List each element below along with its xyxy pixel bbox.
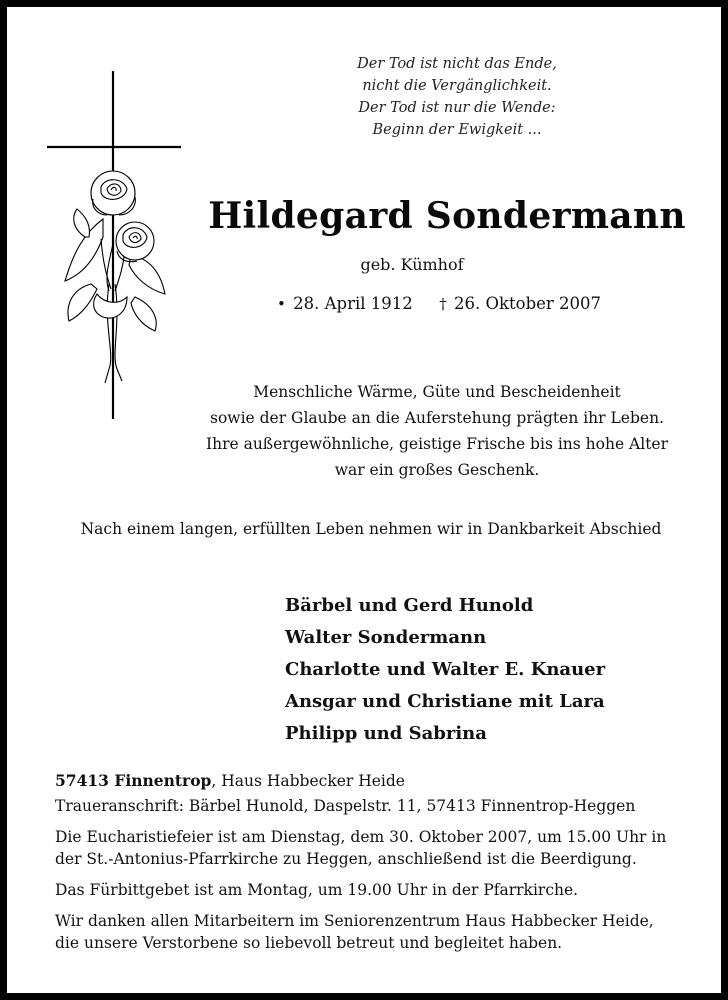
thanks-line: die unsere Verstorbene so liebevoll betreut und begleitet haben. [55, 934, 563, 952]
prayer-line: Das Fürbittgebet ist am Montag, um 19.00 Uhr in der Pfarrkirche. [55, 881, 579, 899]
poem-line: nicht die Vergänglichkeit. [362, 78, 552, 94]
cross-with-roses-icon [43, 69, 193, 429]
info-section [55, 770, 705, 954]
town: 57413 Finnentrop [55, 771, 212, 790]
place: , Haus Habbecker Heide [211, 772, 405, 790]
birth-name: geb. Kümhof [360, 255, 464, 274]
poem-line: Der Tod ist nur die Wende: [358, 100, 556, 116]
life-dates [277, 294, 637, 313]
death-date: 26. Oktober 2007 [454, 294, 602, 313]
tribute-line: war ein großes Geschenk. [334, 461, 540, 479]
mourner-entry: Ansgar und Christiane mit Lara [285, 691, 605, 712]
mass-line: der St.-Antonius-Pfarrkirche zu Heggen, anschließend ist die Beerdigung. [55, 850, 637, 868]
mourning-address: Traueranschrift: Bärbel Hunold, Daspelstr. 11, 57413 Finnentrop-Heggen [55, 797, 636, 815]
mourners-list [285, 590, 705, 750]
thanks-info [55, 910, 705, 954]
mourner-entry: Walter Sondermann [285, 627, 487, 648]
mourner-entry: Charlotte und Walter E. Knauer [285, 659, 606, 680]
tribute-text [157, 379, 717, 483]
poem [307, 53, 607, 141]
birth-date: 28. April 1912 [293, 294, 413, 313]
tribute-line: Ihre außergewöhnliche, geistige Frische bis ins hohe Alter [205, 435, 669, 453]
thanks-line: Wir danken allen Mitarbeitern im Seniorenzentrum Haus Habbecker Heide, [55, 912, 654, 930]
deceased-name: Hildegard Sondermann [208, 195, 686, 237]
mourner-entry: Philipp und Sabrina [285, 723, 487, 744]
poem-line: Beginn der Ewigkeit ... [372, 122, 542, 138]
poem-line: Der Tod ist nicht das Ende, [357, 56, 557, 72]
birth-symbol: • [277, 295, 286, 313]
mass-info [55, 826, 705, 870]
tribute-line: sowie der Glaube an die Auferstehung prägten ihr Leben. [210, 409, 664, 427]
mass-line: Die Eucharistiefeier ist am Dienstag, dem 30. Oktober 2007, um 15.00 Uhr in [55, 828, 667, 846]
farewell-text: Nach einem langen, erfüllten Leben nehmen wir in Dankbarkeit Abschied [80, 520, 662, 538]
mourner-entry: Bärbel und Gerd Hunold [285, 595, 534, 616]
death-symbol: † [439, 295, 447, 313]
prayer-info [55, 879, 705, 901]
tribute-line: Menschliche Wärme, Güte und Bescheidenheit [253, 383, 621, 401]
location-line [55, 770, 705, 792]
